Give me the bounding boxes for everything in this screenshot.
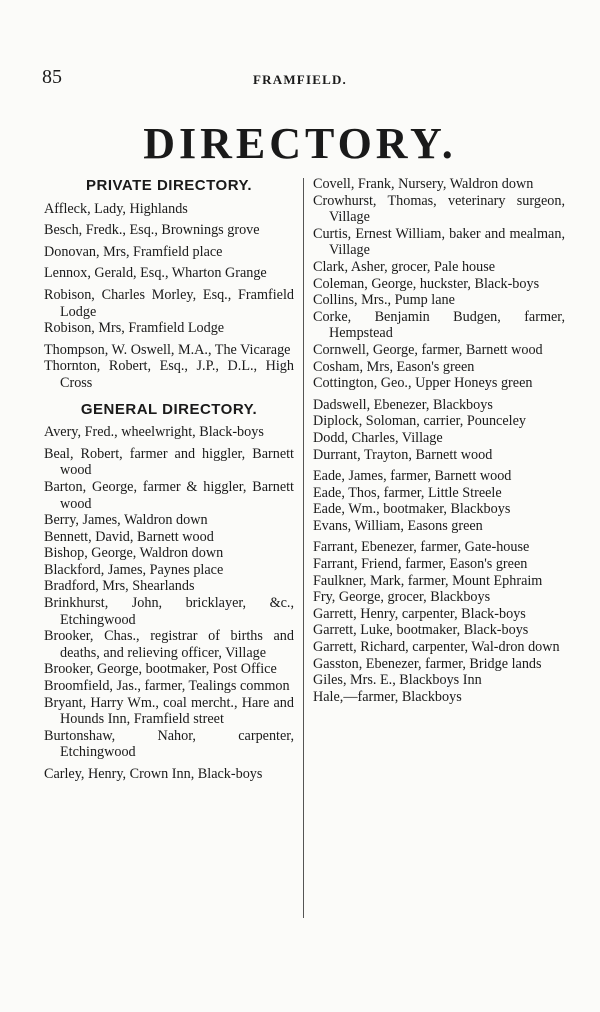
running-head: FRAMFIELD. [253,72,347,87]
directory-entry: Coleman, George, huckster, Black-boys [313,275,540,292]
directory-entry: Cosham, Mrs, Eason's green [313,358,475,375]
directory-entry: Giles, Mrs. E., Blackboys Inn [313,672,482,689]
directory-entry: Thompson, W. Oswell, M.A., The Vicarage [44,341,291,358]
directory-entry: Affleck, Lady, Highlands [44,200,188,217]
directory-entry: Faulkner, Mark, farmer, Mount Ephraim [313,572,543,589]
directory-entry: Garrett, Luke, bootmaker, Black-boys [313,622,529,639]
directory-entry: Collins, Mrs., Pump lane [313,292,455,309]
private-list [44,201,294,392]
directory-entry: Thornton, Robert, Esq., J.P., D.L., High Cross [44,358,294,391]
directory-entry: Burtonshaw, Nahor, carpenter, Etchingwood [44,727,294,761]
directory-entry: Bennett, David, Barnett wood [44,528,214,545]
directory-entry: Robison, Mrs, Framfield Lodge [44,320,225,337]
directory-entry: Curtis, Ernest William, baker and mealman, Village [313,225,565,259]
directory-entry: Farrant, Friend, farmer, Eason's green [313,556,528,573]
directory-entry: Eade, Wm., bootmaker, Blackboys [313,501,511,518]
directory-entry: Berry, James, Waldron down [44,512,208,529]
page-number: 85 [42,66,62,88]
directory-entry: Bryant, Harry Wm., coal mercht., Hare and Hounds Inn, Framfield street [44,694,294,728]
directory-entry: Cottington, Geo., Upper Honeys green [313,375,533,392]
directory-entry: Hale,—farmer, Blackboys [313,688,462,705]
directory-entry: Covell, Frank, Nursery, Waldron down [313,176,534,192]
directory-entry: Corke, Benjamin Budgen, farmer, Hempstead [313,308,565,342]
directory-entry: Brinkhurst, John, bricklayer, &c., Etchingwood [44,595,294,628]
directory-entry: Fry, George, grocer, Blackboys [313,589,491,606]
right-column [313,176,565,705]
private-directory-heading: PRIVATE DIRECTORY. [86,177,252,194]
directory-entry: Brooker, Chas., registrar of births and deaths, and relieving officer, Village [44,628,294,661]
directory-entry: Besch, Fredk., Esq., Brownings grove [44,222,260,239]
directory-entry: Donovan, Mrs, Framfield place [44,243,223,260]
directory-entry: Diplock, Soloman, carrier, Pounceley [313,413,526,430]
column-divider [303,178,304,918]
directory-entry: Brooker, George, bootmaker, Post Office [44,661,277,678]
directory-entry: Barton, George, farmer & higgler, Barnett wood [44,478,294,512]
directory-entry: Farrant, Ebenezer, farmer, Gate-house [313,539,530,556]
directory-entry: Carley, Henry, Crown Inn, Black-boys [44,766,263,782]
directory-entry: Evans, William, Easons green [313,517,483,534]
directory-entry: Clark, Asher, grocer, Pale house [313,258,496,275]
directory-entry: Gasston, Ebenezer, farmer, Bridge lands [313,655,542,672]
directory-entry: Garrett, Henry, carpenter, Black-boys [313,605,526,622]
directory-entry: Robison, Charles Morley, Esq., Framfield Lodge [44,286,294,320]
page-title: DIRECTORY. [143,119,457,168]
directory-entry: Durrant, Trayton, Barnett wood [313,446,493,463]
left-column [44,176,294,783]
directory-entry: Bradford, Mrs, Shearlands [44,578,195,595]
directory-entry: Cornwell, George, farmer, Barnett wood [313,341,543,358]
general-directory-heading: GENERAL DIRECTORY. [80,400,258,418]
directory-entry: Blackford, James, Paynes place [44,561,224,578]
directory-entry: Bishop, George, Waldron down [44,545,224,562]
directory-entry: Beal, Robert, farmer and higgler, Barnett wood [44,445,294,479]
directory-entry: Avery, Fred., wheelwright, Black-boys [44,424,264,441]
directory-entry: Dodd, Charles, Village [313,429,443,446]
directory-entry: Crowhurst, Thomas, veterinary surgeon, Village [313,192,565,226]
directory-entry: Garrett, Richard, carpenter, Wal-dron down [313,639,560,656]
directory-entry: Eade, Thos, farmer, Little Streele [313,484,502,501]
general-list-left [44,424,294,782]
directory-entry: Lennox, Gerald, Esq., Wharton Grange [44,265,267,282]
directory-entry: Broomfield, Jas., farmer, Tealings common [44,678,290,695]
directory-entry: Eade, James, farmer, Barnett wood [313,468,512,485]
directory-entry: Dadswell, Ebenezer, Blackboys [313,396,493,413]
